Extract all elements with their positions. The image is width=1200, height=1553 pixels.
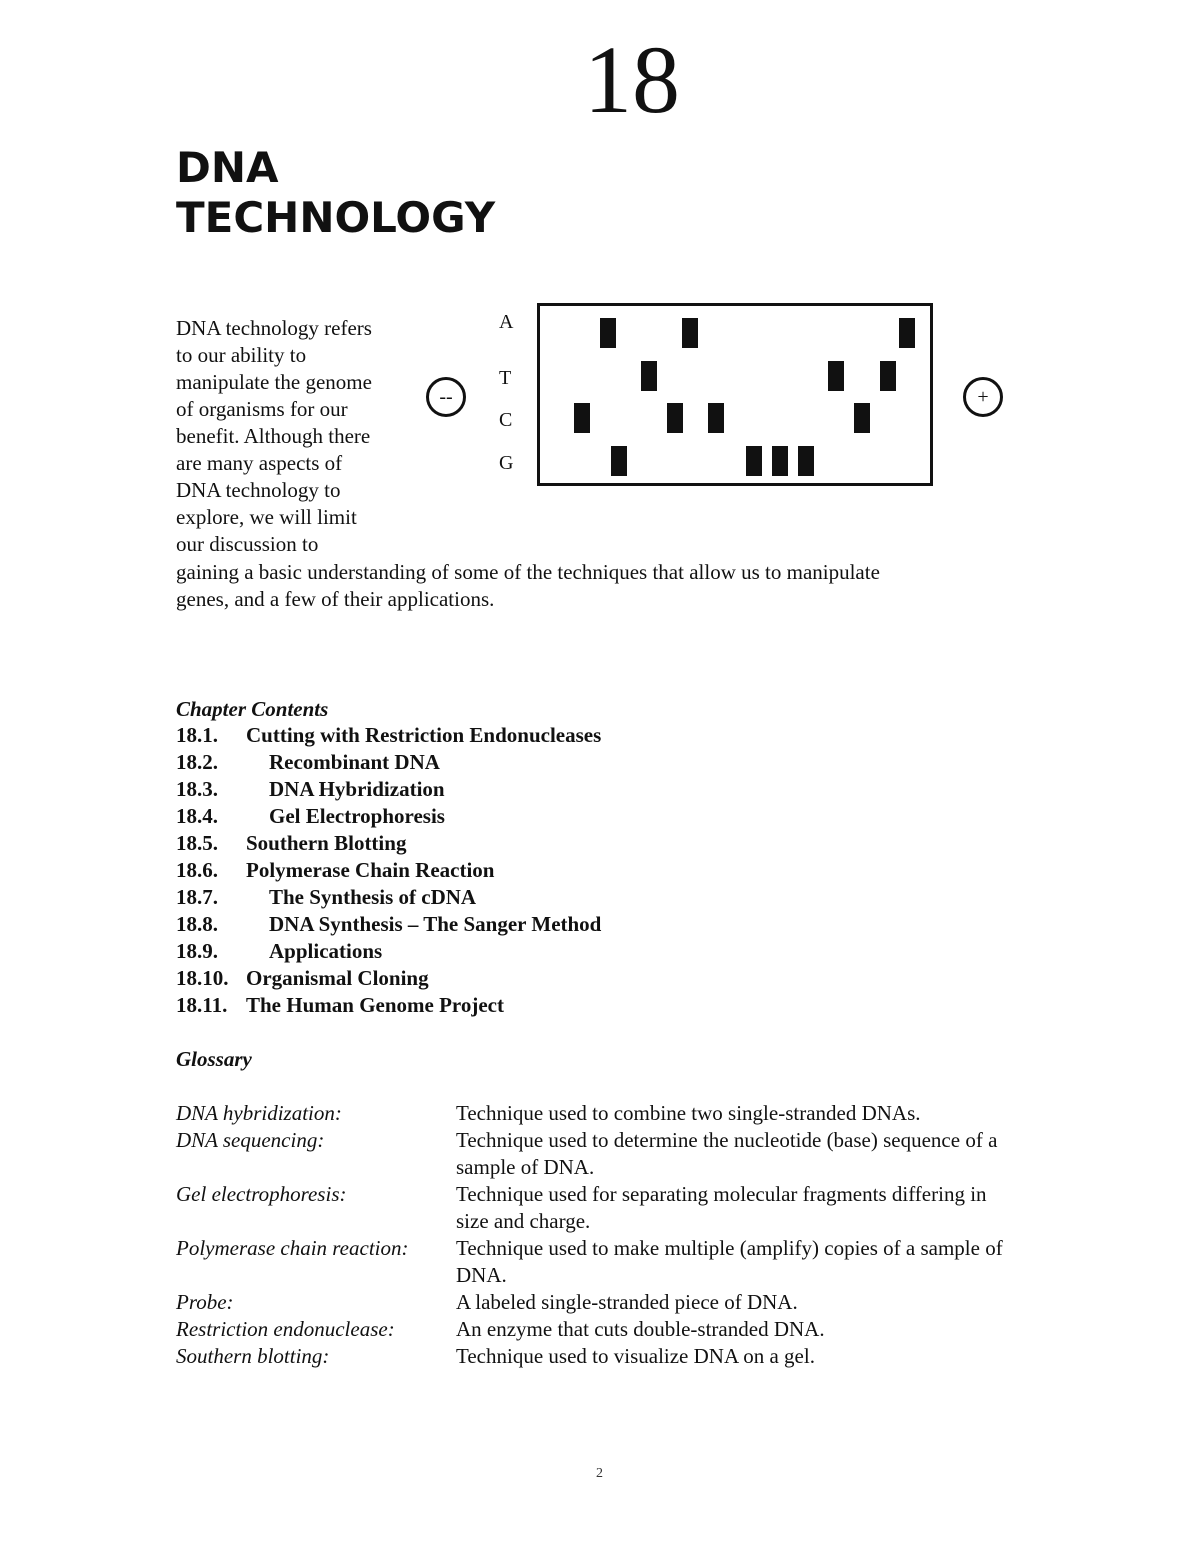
intro-line: manipulate the genome: [176, 370, 372, 394]
toc-item-title: Recombinant DNA: [269, 750, 440, 774]
toc-item-number: 18.6.: [176, 858, 218, 882]
glossary-term: Probe:: [176, 1290, 234, 1314]
intro-paragraph-bottom: [176, 559, 996, 613]
gel-band-g: [772, 446, 788, 476]
glossary-entry: [176, 1289, 1006, 1316]
intro-line: our discussion to: [176, 532, 319, 556]
intro-paragraph-top: [176, 315, 408, 558]
glossary-term-text: DNA sequencing: [176, 1128, 318, 1152]
gel-band-g: [746, 446, 762, 476]
intro-line: of organisms for our: [176, 397, 348, 421]
glossary-list: [176, 1100, 1006, 1370]
toc-item-title: Gel Electrophoresis: [269, 804, 445, 828]
glossary-heading: Glossary: [176, 1047, 252, 1071]
glossary-definition: Technique used to visualize DNA on a gel.: [456, 1344, 815, 1368]
toc-item-number: 18.2.: [176, 750, 218, 774]
chapter-number: 18: [584, 26, 680, 133]
intro-line: to our ability to: [176, 343, 307, 367]
intro-line: DNA technology to: [176, 478, 341, 502]
intro-line: explore, we will limit: [176, 505, 357, 529]
lane-label-t: T: [499, 367, 512, 389]
toc-item-title: Polymerase Chain Reaction: [246, 858, 495, 882]
toc-item-number: 18.8.: [176, 912, 218, 936]
toc-item-title: Cutting with Restriction Endonucleases: [246, 723, 602, 747]
glossary-entry: [176, 1100, 1006, 1127]
toc-item-title: Southern Blotting: [246, 831, 407, 855]
chapter-title-line2: TECHNOLOGY: [176, 193, 496, 242]
gel-band-t: [828, 361, 844, 391]
glossary-term-text: DNA hybridization: [176, 1101, 335, 1125]
toc-item-title: Organismal Cloning: [246, 966, 429, 990]
gel-band-a: [682, 318, 698, 348]
toc-item-number: 18.4.: [176, 804, 218, 828]
glossary-entry: [176, 1316, 1006, 1343]
glossary-entry: [176, 1343, 1006, 1370]
toc-item-title: DNA Hybridization: [269, 777, 445, 801]
glossary-definition: Technique used for separating molecular fragments differing in size and charge.: [456, 1182, 987, 1233]
chapter-contents-heading: Chapter Contents: [176, 697, 329, 721]
intro-line: genes, and a few of their applications.: [176, 587, 495, 611]
toc-item-number: 18.7.: [176, 885, 218, 909]
intro-line: are many aspects of: [176, 451, 343, 475]
glossary-term-text: Probe: [176, 1290, 227, 1314]
positive-electrode-icon: [963, 377, 1003, 417]
glossary-term: DNA sequencing:: [176, 1128, 325, 1152]
toc-item-number: 18.10.: [176, 966, 229, 990]
gel-band-a: [899, 318, 915, 348]
glossary-definition: Technique used to determine the nucleotide (base) sequence of a sample of DNA.: [456, 1128, 998, 1179]
glossary-definition: Technique used to combine two single-stranded DNAs.: [456, 1101, 921, 1125]
toc-item-title: DNA Synthesis – The Sanger Method: [269, 912, 602, 936]
glossary-term-text: Gel electrophoresis: [176, 1182, 340, 1206]
glossary-term: DNA hybridization:: [176, 1101, 342, 1125]
glossary-entry: [176, 1127, 1006, 1181]
chapter-title-line1: DNA: [176, 143, 279, 192]
negative-electrode-label: --: [439, 386, 453, 408]
gel-band-c: [708, 403, 724, 433]
gel-band-c: [574, 403, 590, 433]
glossary-term-text: Southern blotting: [176, 1344, 323, 1368]
page-number: 2: [596, 1466, 603, 1481]
glossary-term-text: Restriction endonuclease: [176, 1317, 388, 1341]
gel-band-g: [798, 446, 814, 476]
intro-line: benefit. Although there: [176, 424, 371, 448]
positive-electrode-label: +: [977, 386, 989, 408]
gel-band-g: [611, 446, 627, 476]
gel-band-t: [880, 361, 896, 391]
gel-box: [537, 303, 933, 486]
glossary-definition: Technique used to make multiple (amplify) copies of a sample of DNA.: [456, 1236, 1003, 1287]
gel-band-t: [641, 361, 657, 391]
glossary-entry: [176, 1235, 1006, 1289]
glossary-term: Restriction endonuclease:: [176, 1317, 395, 1341]
toc-item-number: 18.9.: [176, 939, 218, 963]
toc-item-title: Applications: [269, 939, 383, 963]
lane-label-g: G: [499, 452, 514, 474]
lane-label-a: A: [499, 311, 514, 333]
glossary-entry: [176, 1181, 1006, 1235]
toc-item-number: 18.1.: [176, 723, 218, 747]
toc-item-number: 18.3.: [176, 777, 218, 801]
glossary-term: Polymerase chain reaction:: [176, 1236, 409, 1260]
intro-line: DNA technology refers: [176, 316, 372, 340]
lane-label-c: C: [499, 409, 513, 431]
gel-band-c: [667, 403, 683, 433]
toc-item-title: The Human Genome Project: [246, 993, 504, 1017]
negative-electrode-icon: [426, 377, 466, 417]
toc-item-number: 18.11.: [176, 993, 228, 1017]
glossary-term: Gel electrophoresis:: [176, 1182, 347, 1206]
chapter-title: [176, 143, 495, 243]
glossary-term-text: Polymerase chain reaction: [176, 1236, 402, 1260]
intro-line: gaining a basic understanding of some of the techniques that allow us to manipulate: [176, 560, 880, 584]
toc-item-title: The Synthesis of cDNA: [269, 885, 477, 909]
gel-band-c: [854, 403, 870, 433]
glossary-definition: A labeled single-stranded piece of DNA.: [456, 1290, 798, 1314]
gel-band-a: [600, 318, 616, 348]
glossary-term: Southern blotting:: [176, 1344, 330, 1368]
glossary-definition: An enzyme that cuts double-stranded DNA.: [456, 1317, 825, 1341]
toc-item-number: 18.5.: [176, 831, 218, 855]
